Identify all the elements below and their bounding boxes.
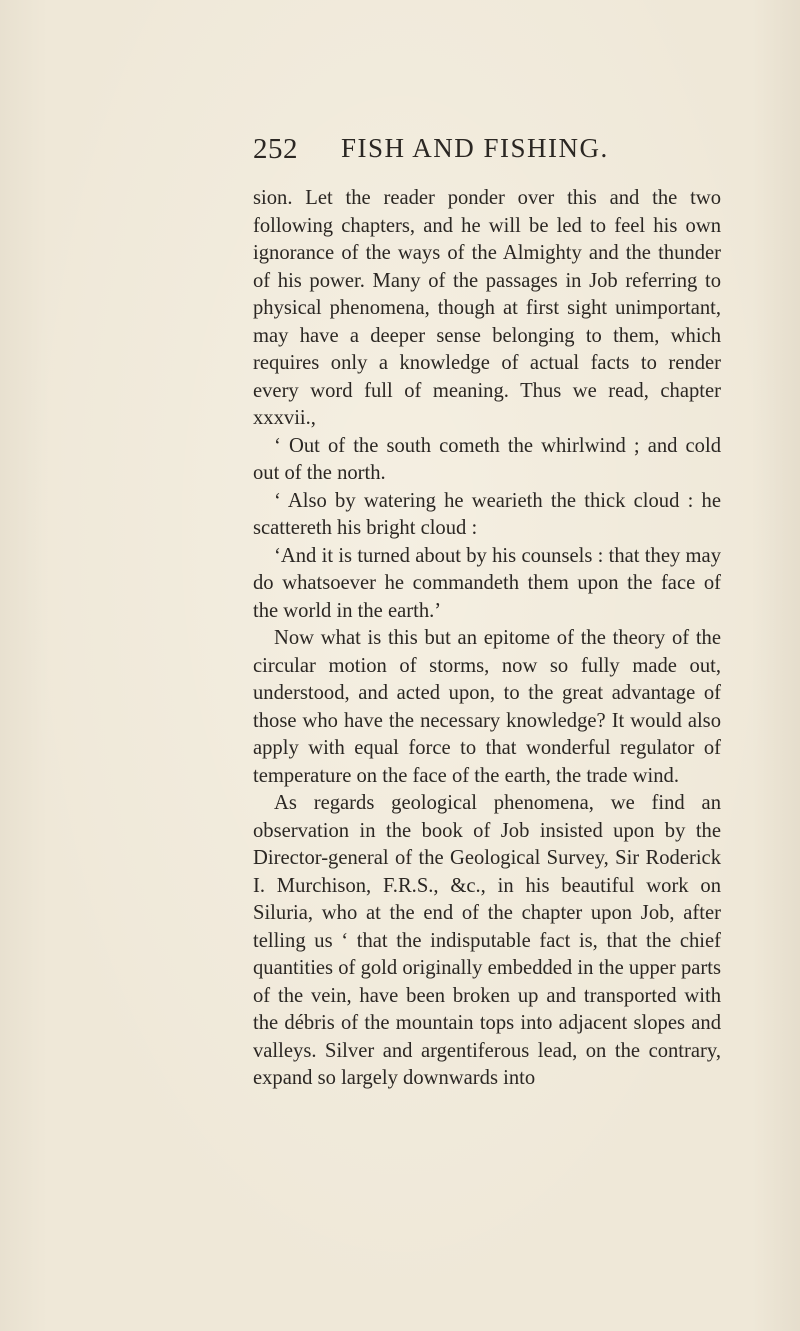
quote-verse-3: ‘And it is turned about by his counsels : that they may do whatsoever he commandeth them upon the face of the world in the earth.’	[253, 544, 721, 622]
page-number: 252	[253, 133, 298, 165]
quote-verse-1: ‘ Out of the south cometh the whirlwind ; and cold out of the north.	[253, 434, 721, 484]
paragraph-storms: Now what is this but an epitome of the theory of the circular motion of storms, now so fully made out, understood, and acted upon, to the great advantage of those who have the necessary knowledge? It would also apply with equal force to that wonderful regulator of temperature on the face of the earth, the trade wind.	[253, 627, 721, 787]
body-text	[253, 185, 721, 1093]
page-header	[253, 133, 723, 173]
paragraph-continuation: sion. Let the reader ponder over this and the two following chapters, and he will be led to feel his own ignorance of the ways of the Almighty and the thunder of his power. Many of the passages in Job referring to physical phenomena, though at first sight unimportant, may have a deeper sense belonging to them, which requires only a knowledge of actual facts to render every word full of meaning. Thus we read, chapter xxxvii.,	[253, 187, 721, 429]
paragraph-geology: As regards geological phenomena, we find an observation in the book of Job insisted upon by the Director-general of the Geological Survey, Sir Roderick I. Murchison, F.R.S., &c., in his beautiful work on Siluria, who at the end of the chapter upon Job, after telling us ‘ that the indisputable fact is, that the chief quantities of gold originally embedded in the upper parts of the vein, have been broken up and transported with the débris of the mountain tops into adjacent slopes and valleys. Silver and argentiferous lead, on the contrary, expand so largely downwards into	[253, 792, 721, 1089]
quote-verse-2: ‘ Also by watering he wearieth the thick cloud : he scattereth his bright cloud :	[253, 489, 721, 539]
running-title: FISH AND FISHING.	[341, 133, 609, 163]
